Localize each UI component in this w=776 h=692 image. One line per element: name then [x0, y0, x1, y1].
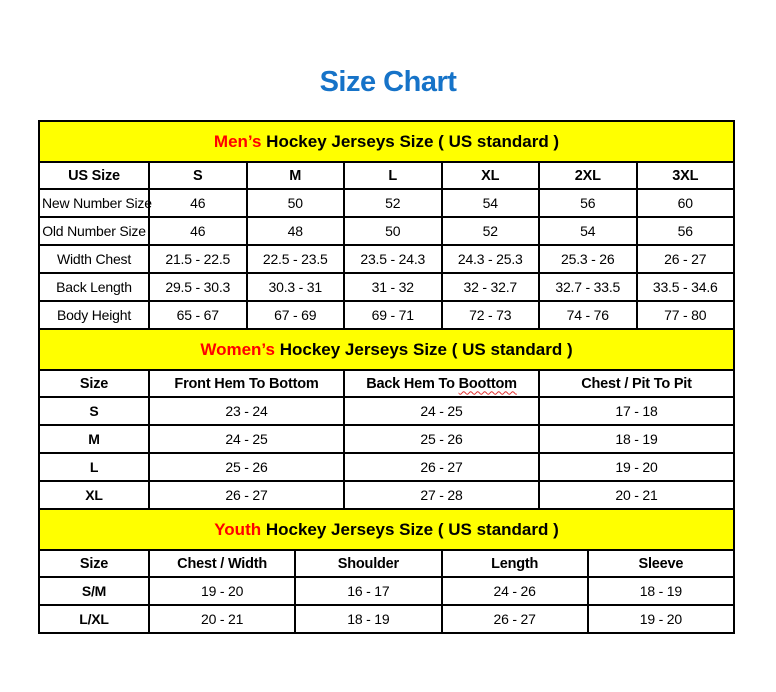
column-header: Size [39, 370, 149, 397]
size-value: 56 [539, 189, 637, 217]
size-value: 17 - 18 [539, 397, 734, 425]
womens-banner-text: Hockey Jerseys Size ( US standard ) [274, 339, 573, 359]
youth-banner [39, 509, 734, 550]
table-row [39, 425, 734, 453]
size-value: 54 [442, 189, 540, 217]
column-header [344, 370, 539, 397]
size-value: 24 - 25 [344, 397, 539, 425]
row-label: L [39, 453, 149, 481]
column-header: US Size [39, 162, 149, 189]
size-value: 24 - 25 [149, 425, 344, 453]
row-label: Width Chest [39, 245, 149, 273]
column-header-text: Back Hem To [366, 375, 459, 392]
table-row [39, 217, 734, 245]
row-label: M [39, 425, 149, 453]
youth-header-row [39, 550, 734, 577]
column-header: Front Hem To Bottom [149, 370, 344, 397]
size-value: 74 - 76 [539, 301, 637, 329]
size-value: 23.5 - 24.3 [344, 245, 442, 273]
column-header: Size [39, 550, 149, 577]
mens-banner-highlight: Men’s [213, 131, 262, 151]
row-label: Old Number Size [39, 217, 149, 245]
size-value: 67 - 69 [247, 301, 345, 329]
size-value: 27 - 28 [344, 481, 539, 509]
size-value: 29.5 - 30.3 [149, 273, 247, 301]
size-value: 26 - 27 [637, 245, 735, 273]
mens-banner-row [39, 121, 734, 162]
size-value: 21.5 - 22.5 [149, 245, 247, 273]
size-value: 30.3 - 31 [247, 273, 345, 301]
mens-header-row [39, 162, 734, 189]
column-header: S [149, 162, 247, 189]
womens-header-row [39, 370, 734, 397]
size-value: 24 - 26 [442, 577, 588, 605]
size-value: 20 - 21 [539, 481, 734, 509]
womens-banner [39, 329, 734, 370]
table-row [39, 453, 734, 481]
size-value: 20 - 21 [149, 605, 295, 633]
size-value: 23 - 24 [149, 397, 344, 425]
size-value: 32.7 - 33.5 [539, 273, 637, 301]
size-value: 33.5 - 34.6 [637, 273, 735, 301]
size-value: 56 [637, 217, 735, 245]
youth-banner-row [39, 509, 734, 550]
column-header: Chest / Pit To Pit [539, 370, 734, 397]
row-label: L/XL [39, 605, 149, 633]
column-header: Shoulder [295, 550, 441, 577]
column-header: Length [442, 550, 588, 577]
womens-size-table [38, 328, 735, 510]
youth-size-table [38, 508, 735, 634]
size-value: 65 - 67 [149, 301, 247, 329]
row-label: Body Height [39, 301, 149, 329]
column-header: Sleeve [588, 550, 734, 577]
table-row [39, 605, 734, 633]
column-header: M [247, 162, 345, 189]
size-value: 50 [247, 189, 345, 217]
size-value: 25 - 26 [344, 425, 539, 453]
size-value: 60 [637, 189, 735, 217]
size-value: 52 [344, 189, 442, 217]
size-value: 26 - 27 [149, 481, 344, 509]
size-value: 19 - 20 [588, 605, 734, 633]
size-value: 31 - 32 [344, 273, 442, 301]
size-value: 77 - 80 [637, 301, 735, 329]
row-label: XL [39, 481, 149, 509]
column-header: Chest / Width [149, 550, 295, 577]
size-value: 50 [344, 217, 442, 245]
youth-banner-highlight: Youth [214, 519, 262, 539]
table-row [39, 189, 734, 217]
size-value: 19 - 20 [149, 577, 295, 605]
size-value: 26 - 27 [344, 453, 539, 481]
size-value: 18 - 19 [588, 577, 734, 605]
row-label: S/M [39, 577, 149, 605]
row-label: Back Length [39, 273, 149, 301]
column-header: XL [442, 162, 540, 189]
size-value: 24.3 - 25.3 [442, 245, 540, 273]
table-row [39, 301, 734, 329]
size-value: 18 - 19 [295, 605, 441, 633]
womens-banner-row [39, 329, 734, 370]
table-row [39, 397, 734, 425]
table-row [39, 577, 734, 605]
size-value: 22.5 - 23.5 [247, 245, 345, 273]
column-header: 2XL [539, 162, 637, 189]
size-value: 25.3 - 26 [539, 245, 637, 273]
womens-banner-highlight: Women’s [200, 339, 275, 359]
size-value: 18 - 19 [539, 425, 734, 453]
size-value: 16 - 17 [295, 577, 441, 605]
row-label: New Number Size [39, 189, 149, 217]
size-value: 72 - 73 [442, 301, 540, 329]
size-value: 46 [149, 217, 247, 245]
size-value: 69 - 71 [344, 301, 442, 329]
mens-banner-text: Hockey Jerseys Size ( US standard ) [261, 131, 560, 151]
size-value: 26 - 27 [442, 605, 588, 633]
page-title: Size Chart [319, 66, 457, 98]
table-row [39, 245, 734, 273]
row-label: S [39, 397, 149, 425]
youth-banner-text: Hockey Jerseys Size ( US standard ) [261, 519, 559, 539]
size-value: 54 [539, 217, 637, 245]
table-row [39, 481, 734, 509]
size-value: 25 - 26 [149, 453, 344, 481]
column-header: 3XL [637, 162, 735, 189]
misspelled-word: Boottom [458, 375, 517, 392]
size-value: 32 - 32.7 [442, 273, 540, 301]
size-value: 52 [442, 217, 540, 245]
size-value: 19 - 20 [539, 453, 734, 481]
column-header: L [344, 162, 442, 189]
mens-banner [39, 121, 734, 162]
size-tables [38, 120, 735, 634]
mens-size-table [38, 120, 735, 330]
table-row [39, 273, 734, 301]
size-value: 48 [247, 217, 345, 245]
size-value: 46 [149, 189, 247, 217]
